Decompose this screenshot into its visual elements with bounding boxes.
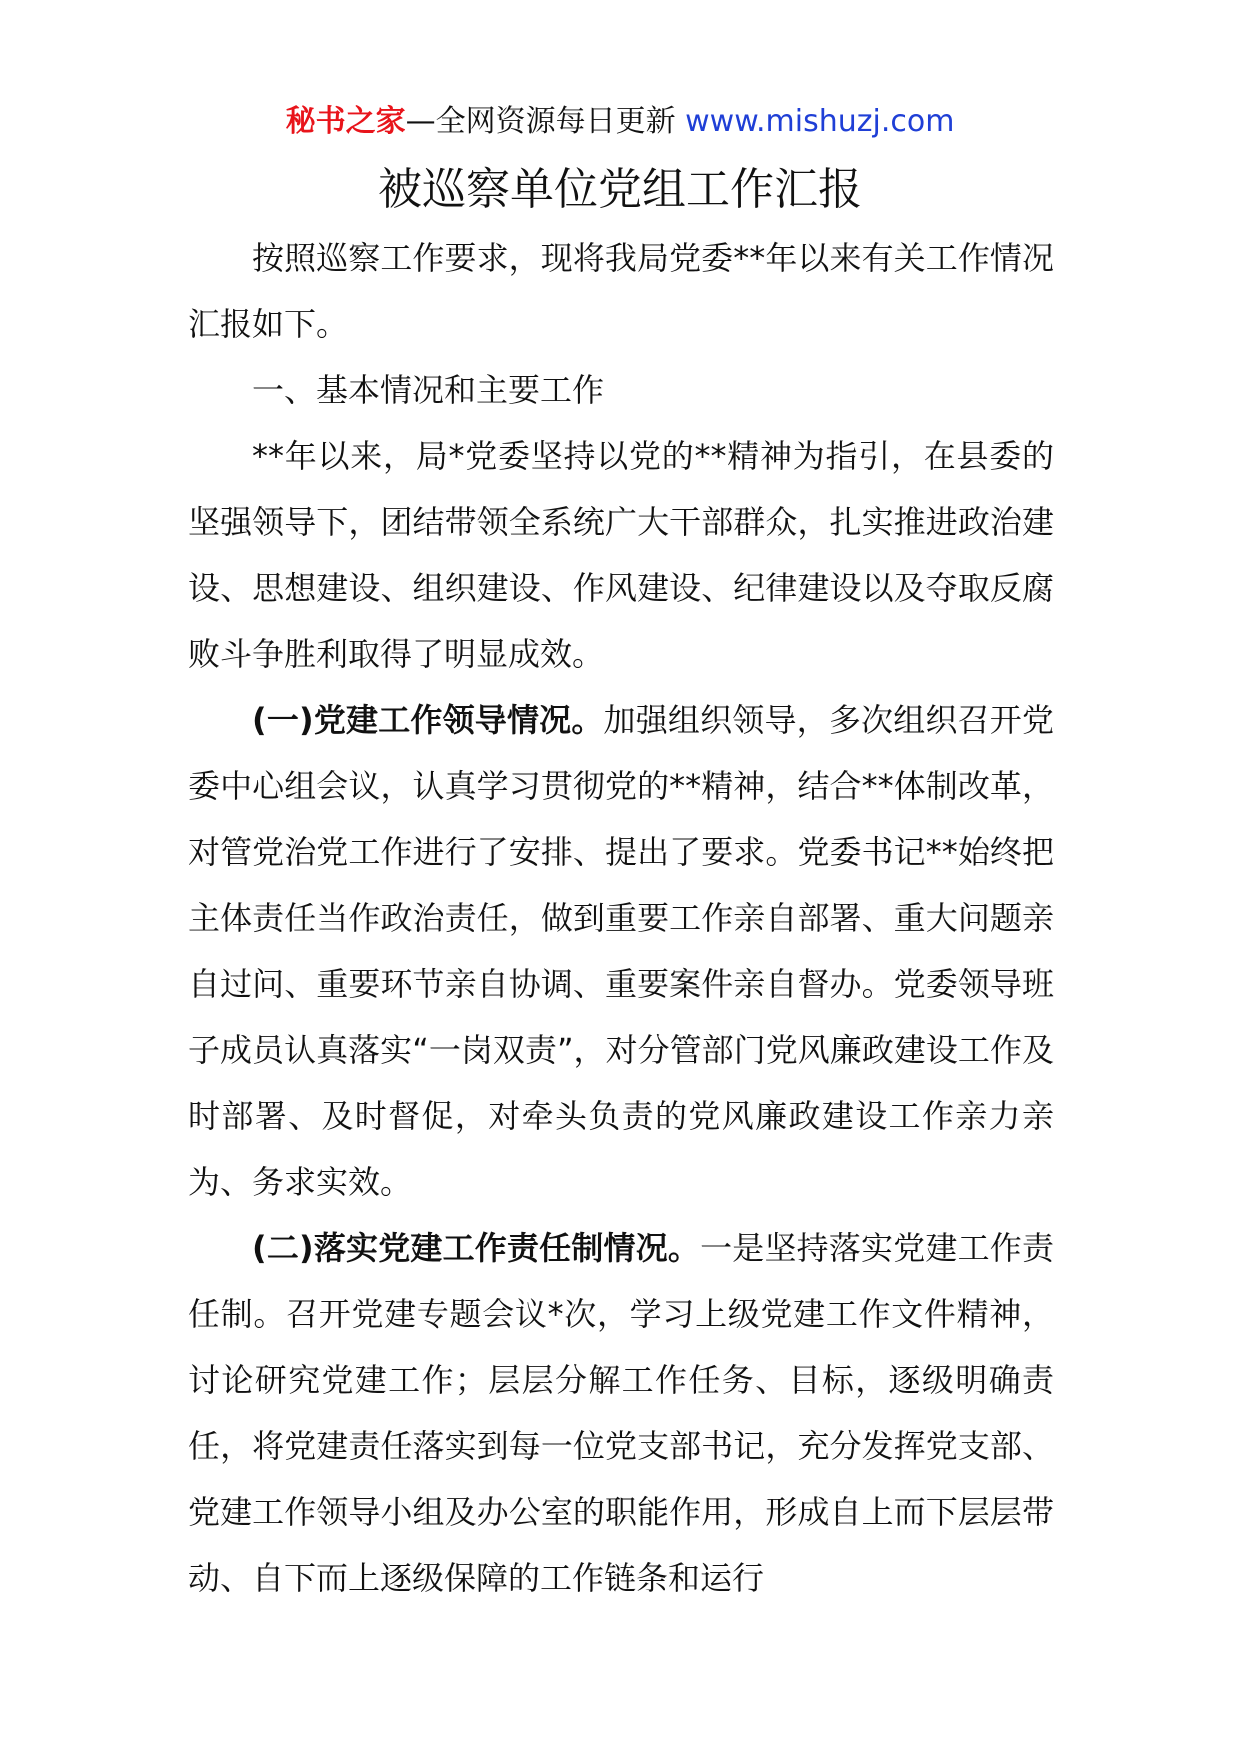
site-banner [0, 100, 1240, 144]
responsibility-subheading: (二)落实党建工作责任制情况。 [252, 1229, 701, 1267]
leadership-paragraph [188, 687, 1054, 1215]
responsibility-text: 一是坚持落实党建工作责任制。召开党建专题会议*次，学习上级党建工作文件精神，讨论研究党建工作；层层分解工作任务、目标，逐级明确责任，将党建责任落实到每一位党支部书记，充分发挥党支部、党建工作领导小组及办公室的职能作用，形成自上而下层层带动、自下而上逐级保障的工作链条和运行 [188, 1229, 1054, 1597]
banner-tagline: —全网资源每日更新 [405, 104, 686, 139]
leadership-subheading: (一)党建工作领导情况。 [252, 701, 604, 739]
document-body [188, 225, 1054, 1611]
overview-paragraph: **年以来，局*党委坚持以党的**精神为指引，在县委的坚强领导下，团结带领全系统广大干部群众，扎实推进政治建设、思想建设、组织建设、作风建设、纪律建设以及夺取反腐败斗争胜利取得了明显成效。 [188, 437, 1054, 673]
section-heading: 一、基本情况和主要工作 [252, 371, 605, 409]
brand-name: 秘书之家 [285, 104, 406, 139]
leadership-text: 加强组织领导，多次组织召开党委中心组会议，认真学习贯彻党的**精神，结合**体制改革，对管党治党工作进行了安排、提出了要求。党委书记**始终把主体责任当作政治责任，做到重要工作亲自部署、重大问题亲自过问、重要环节亲自协调、重要案件亲自督办。党委领导班子成员认真落实“一岗双责”，对分管部门党风廉政建设工作及时部署、及时督促，对牵头负责的党风廉政建设工作亲力亲为、务求实效。 [188, 701, 1054, 1201]
document-title: 被巡察单位党组工作汇报 [378, 164, 862, 215]
responsibility-paragraph [188, 1215, 1054, 1611]
intro-paragraph: 按照巡察工作要求，现将我局党委**年以来有关工作情况汇报如下。 [188, 239, 1054, 343]
site-url: www.mishuzj.com [685, 104, 955, 139]
